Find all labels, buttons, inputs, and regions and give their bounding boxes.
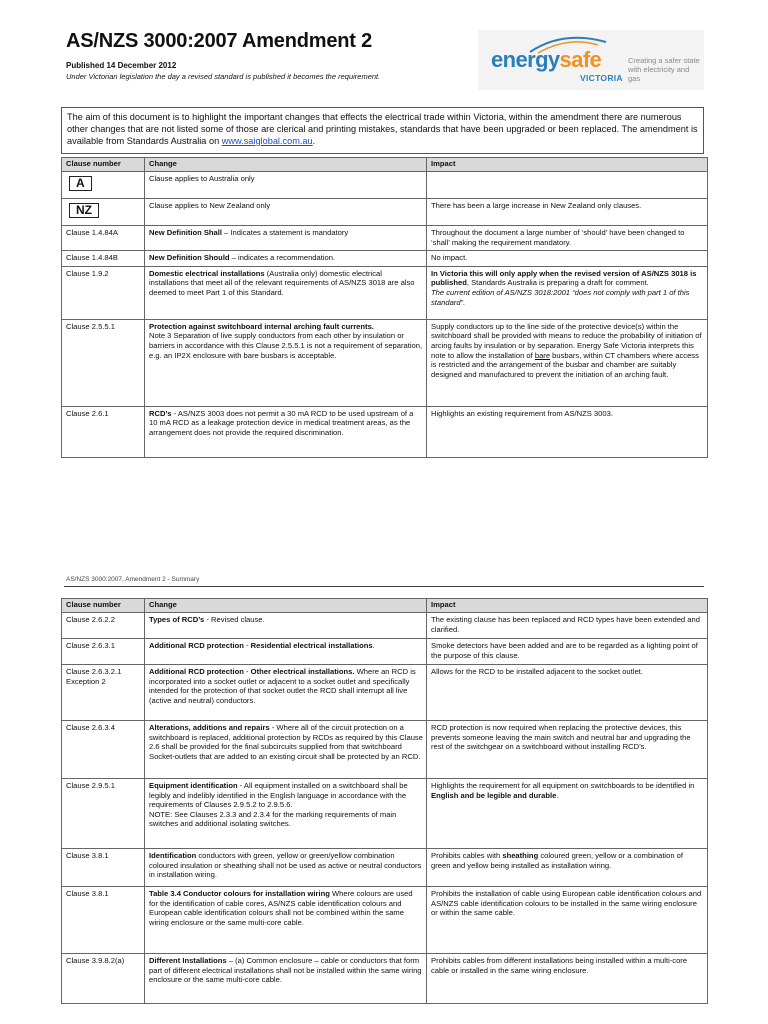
clause-number-cell: Clause 3.9.8.2(a) [62,954,145,1004]
change-text: Alterations, additions and repairs [149,723,270,732]
change-text: Equipment identification [149,781,238,790]
impact-text: Prohibits cables with [431,851,503,860]
impact-cell [427,172,708,199]
change-text: . [372,641,375,650]
clause-number-cell: Clause 2.6.1 [62,406,145,457]
logo-word-safe: safe [559,47,602,72]
change-text: Note 3 Separation of live supply conductors from each other by insulation or barriers in accordance with this Clause 2.5.5.1 is not a requirement of separation, e.g. an IP2X enclosure with bare busbars is acceptable. [149,331,423,360]
impact-text: RCD protection is now required when replacing the protective devices, this prevents someone leaving the main switch and neutral bar and upgrading the rest of the switchgear on a switchboard without installing RCD’s. [431,723,691,752]
change-cell [145,319,427,406]
table-row [62,887,708,954]
table-row [62,849,708,887]
change-cell [145,849,427,887]
table-row [62,639,708,665]
change-cell [145,721,427,779]
header-impact: Impact [427,599,708,613]
logo-word-energy: energy [491,47,560,72]
impact-cell [427,779,708,849]
impact-text: bare [534,350,551,360]
impact-text: Prohibits cables from different installations being installed within a multi-core cable or installed in the same wiring enclosure. [431,956,688,975]
impact-text: Prohibits the installation of cable using European cable identification colours and AS/NZS cable identification colours to be installed in the same wiring enclosure or within the same cable. [431,889,702,918]
header-clause-number: Clause number [62,599,145,613]
clause-number-cell: Clause 3.8.1 [62,887,145,954]
impact-cell [427,319,708,406]
clause-number-cell: Clause 1.9.2 [62,266,145,319]
impact-text: Highlights the requirement for all equipment on switchboards to be identified in [431,781,695,790]
clause-table-1 [61,157,708,458]
impact-cell [427,954,708,1004]
change-text: – indicates a recommendation. [229,253,336,263]
header-clause-number: Clause number [62,158,145,172]
table-row [62,266,708,319]
impact-text: Highlights an existing requirement from AS/NZS 3003. [431,408,613,418]
impact-cell [427,266,708,319]
change-text: New Definition Should [149,253,230,263]
table-row [62,613,708,639]
clause-number-cell: Clause 2.6.3.4 [62,721,145,779]
change-cell [145,887,427,954]
change-text: – (a) Common enclosure – cable or conductors that form part of different electrical installations shall not be installed within the same wiring enclosure or the same multi-core cable. [149,956,422,985]
impact-cell [427,613,708,639]
running-header-rule [64,586,704,587]
impact-cell [427,665,708,721]
change-text: - Revised clause. [204,615,265,624]
impact-text: In Victoria this will only apply when the revised version of AS/NZS 3018 is published [431,268,697,288]
change-text: Clause applies to Australia only [149,174,255,183]
table-row [62,779,708,849]
clause-number-cell: Clause 1.4.84A [62,226,145,251]
clause-number-cell [62,172,145,199]
change-text: - AS/NZS 3003 does not permit a 30 mA RCD to be used upstream of a 10 mA RCD as a leakage protection device in medical treatment areas, as the arrangement does not provide the required discrimination. [149,408,414,437]
change-text: - [243,667,251,676]
change-text: Identification [149,851,197,860]
page-title: AS/NZS 3000:2007 Amendment 2 [66,30,373,52]
change-text: Additional RCD protection [149,667,244,676]
change-text: Other electrical installations. [250,667,355,676]
table-row [62,954,708,1004]
impact-cell [427,226,708,251]
impact-text: Throughout the document a large number of ‘should’ have been changed to ‘shall’ making the requirement mandatory. [431,228,685,247]
clause-number-cell: Clause 2.9.5.1 [62,779,145,849]
energysafe-logo [478,30,704,90]
table-row [62,319,708,406]
change-cell [145,639,427,665]
impact-text: . [556,790,559,800]
clause-table-2 [61,598,708,1004]
table-row [62,251,708,267]
change-text: Additional RCD protection [149,641,244,650]
impact-text: Allows for the RCD to be installed adjacent to the socket outlet. [431,667,643,676]
intro-text: The aim of this document is to highlight the important changes that effects the electrical trade within Victoria, within the amendment there are numerous other changes that are not listed some of those are clerical and printing mistakes, standards that have been upgraded or been replaced. The amendment is available from Standards Australia on [67,112,698,146]
change-text: New Definition Shall [149,228,222,237]
impact-text: The current edition of AS/NZS 3018:2001 “does not comply with part 1 of this standard”. [431,287,690,307]
table-header-row [62,599,708,613]
impact-text: Smoke detectors have been added and are to be regarded as a lighting point of the purpose of this clause. [431,641,698,660]
header-change: Change [145,158,427,172]
impact-text: There has been a large increase in New Zealand only clauses. [431,201,642,210]
impact-text: English and be legible and durable [431,790,557,800]
logo-tagline: Creating a safer state with electricity and gas [628,56,700,83]
running-header: AS/NZS 3000:2007, Amendment 2 - Summary [66,576,200,583]
country-badge-a: A [69,176,92,191]
change-cell [145,665,427,721]
impact-cell [427,199,708,226]
table-row [62,406,708,457]
impact-cell [427,406,708,457]
table-row [62,199,708,226]
change-text: - Where all of the circuit protection on a switchboard is replaced, additional protection by RCDs as required by this Clause 2.6 shall be provided for the final subcircuits supplied from that switchboard Socket-outlets that are added to an existing circuit shall be protected by an RCD. [149,723,423,761]
change-text: – Indicates a statement is mandatory [222,228,349,237]
table-row [62,665,708,721]
clause-number-cell: Clause 3.8.1 [62,849,145,887]
header-impact: Impact [427,158,708,172]
table-row [62,721,708,779]
change-cell [145,199,427,226]
change-text: Protection against switchboard internal arching fault currents. [149,321,374,331]
impact-text: Supply conductors up to the line side of the protective device(s) within the switchboard shall be provided with means to reduce the probability of initiation of arcing faults by insulation or by separation. Energy Safe Victoria interprets this note to allow the installation of [431,321,702,360]
legislation-note: Under Victorian legislation the day a revised standard is published it becomes the requirement. [66,72,381,81]
change-cell [145,266,427,319]
logo-state: VICTORIA [580,73,623,83]
impact-text: sheathing [502,851,539,860]
impact-text: No impact. [431,253,468,263]
impact-text: The existing clause has been replaced and RCD types have been extended and clarified. [431,615,700,634]
change-text: Residential electrical installations [250,641,373,650]
country-badge-nz: NZ [69,203,99,218]
change-text: Different Installations [149,956,227,965]
change-cell [145,954,427,1004]
change-cell [145,779,427,849]
change-text: - All equipment installed on a switchboard shall be legibly and indelibly identified in the English language in accordance with the requirements of Clauses 2.9.5.2 to 2.9.5.6. [149,781,408,810]
intro-box [61,107,704,154]
change-cell [145,406,427,457]
change-text: Where an RCD is incorporated into a socket outlet or adjacent to a socket outlet and specifically intended for the protection of that socket outlet the RCD shall interrupt all live (active and neutral) conductors. [149,667,416,705]
saiglobal-link[interactable]: www.saiglobal.com.au [221,136,313,146]
intro-suffix: . [312,136,316,146]
change-text: Clause applies to New Zealand only [149,201,271,210]
change-text: Types of RCD’s [149,615,205,624]
change-text: (Australia only) domestic electrical installations that meet all of the relevant requirements of AS/NZS 3018 are also deemed to meet Part 1 of this Standard. [149,268,415,297]
change-text: NOTE: See Clauses 2.3.3 and 2.3.4 for the marking requirements of main switches and additional isolating switches. [149,809,397,829]
impact-cell [427,887,708,954]
clause-number-cell: Clause 2.5.5.1 [62,319,145,406]
impact-cell [427,849,708,887]
impact-text: busbars, within CT chambers where access is restricted and the arrangement of the busbar and chamber are suitably designed and manufactured to prevent the initiation of an arching fault. [431,350,699,379]
logo-wordmark [491,47,601,73]
clause-number-cell: Clause 2.6.2.2 [62,613,145,639]
change-text: RCD’s [149,408,172,418]
published-date: Published 14 December 2012 [66,61,177,70]
change-cell [145,172,427,199]
clause-number-cell: Clause 2.6.3.2.1 Exception 2 [62,665,145,721]
clause-number-cell: Clause 1.4.84B [62,251,145,267]
change-text: - [243,641,251,650]
clause-number-cell [62,199,145,226]
impact-cell [427,251,708,267]
change-text: Table 3.4 Conductor colours for installation wiring [149,889,330,898]
change-cell [145,226,427,251]
impact-cell [427,639,708,665]
change-text: Where colours are used for the identification of cable cores, AS/NZS cable identification colours and European cable identification colours shall not be combined within the same wiring enclosure or the same multi-core cable. [149,889,413,927]
impact-text: coloured green, yellow or a combination of green and yellow being installed as installation wiring. [431,851,684,870]
change-cell [145,613,427,639]
change-text: Domestic electrical installations [149,268,265,278]
change-text: conductors with green, yellow or green/yellow combination coloured insulation or sheathing shall not be used as active or neutral conductors in installation wiring. [149,851,422,880]
clause-number-cell: Clause 2.6.3.1 [62,639,145,665]
header-change: Change [145,599,427,613]
table-row [62,172,708,199]
change-cell [145,251,427,267]
table-header-row [62,158,708,172]
impact-cell [427,721,708,779]
impact-text: , Standards Australia is preparing a draft for comment. [466,278,649,288]
table-row [62,226,708,251]
